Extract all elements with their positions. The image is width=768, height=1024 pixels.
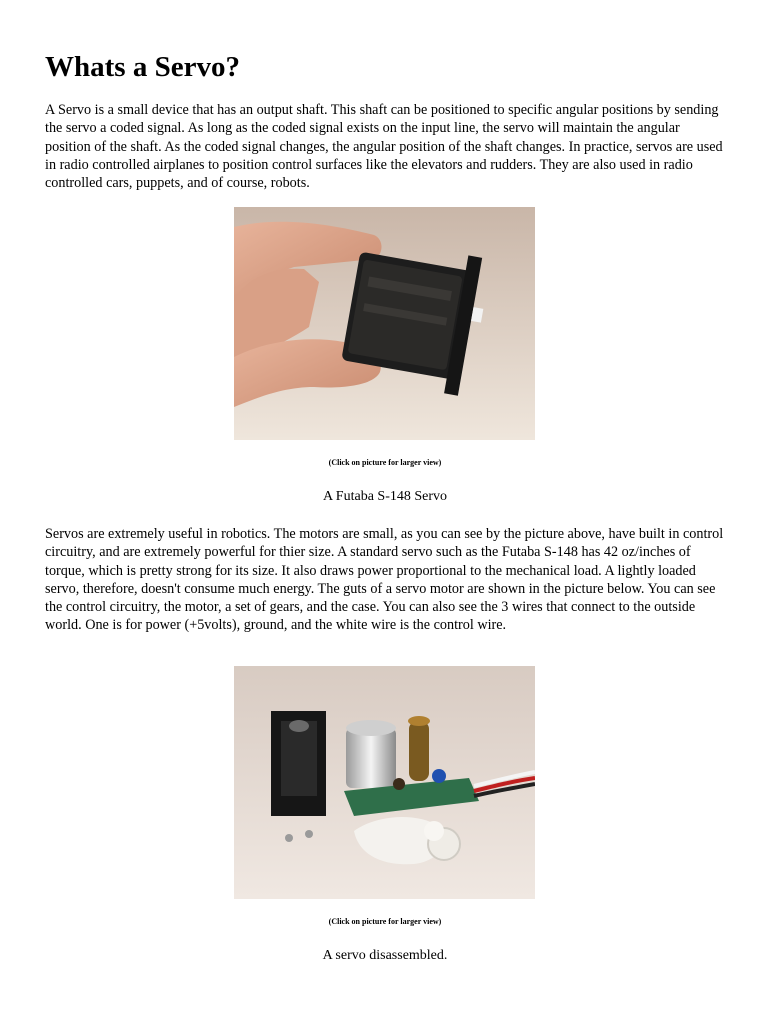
figure-caption: A Futaba S-148 Servo <box>322 489 448 504</box>
intro-paragraph: A Servo is a small device that has an output shaft. This shaft can be positioned to specific angular positions by sending the servo a coded signal. As long as the coded signal exists on the input line, the servo will maintain the angular position of the shaft. As the coded signal changes, the angular position of the shaft changes. In practice, servos are used in radio controlled airplanes to position control surfaces like the elevators and rudders. They are also used in radio controlled cars, puppets, and of course, robots. <box>45 102 723 192</box>
figure-caption: A servo disassembled. <box>322 948 448 963</box>
click-for-larger-view-note: (Click on picture for larger view) <box>328 458 442 467</box>
page-title: Whats a Servo? <box>45 51 240 83</box>
servo-disassembled-photo[interactable] <box>234 666 535 899</box>
servo-disassembled-image <box>234 666 535 899</box>
click-for-larger-view-note: (Click on picture for larger view) <box>328 917 442 926</box>
servo-in-hand-image <box>234 207 535 440</box>
body-paragraph: Servos are extremely useful in robotics. The motors are small, as you can see by the picture above, have built in control circuitry, and are extremely powerful for thier size. A standard servo such as the Futaba S-148 has 42 oz/inches of torque, which is pretty strong for its size. It also draws power proportional to the mechanical load. A lightly loaded servo, therefore, doesn't consume much energy. The guts of a servo motor are shown in the picture below. You can see the control circuitry, the motor, a set of gears, and the case. You can also see the 3 wires that connect to the outside world. One is for power (+5volts), ground, and the white wire is the control wire. <box>45 526 724 634</box>
servo-in-hand-photo[interactable] <box>234 207 535 440</box>
